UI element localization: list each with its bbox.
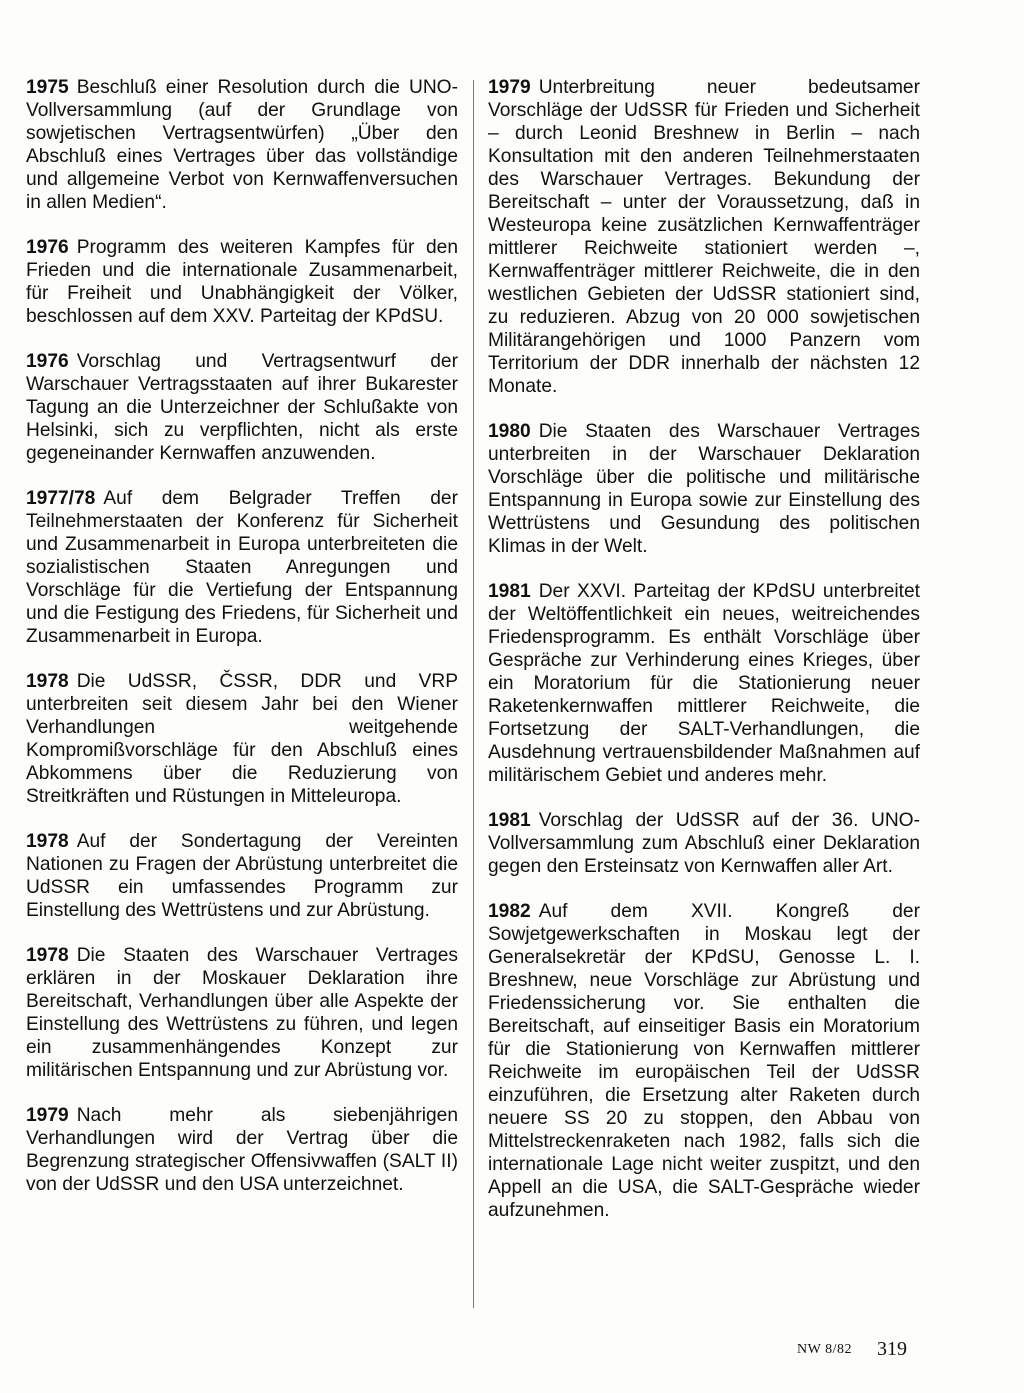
entry-text: Auf dem XVII. Kongreß der Sowjetgewerkschaften in Moskau legt der Generalsekretär der KPdSU, Genosse L. I. Breshnew, neue Vorschläge zur Abrüstung und Friedenssicherung vor. Sie enthalten die Bereitschaft, auf einseitiger Basis ein Moratorium für die Stationierung von Kernwaffen mittlerer Reichweite im europäischen Teil der UdSSR einzuführen, die Ersetzung alter Raketen durch neuere SS 20 zu stoppen, den Abbau von Mittelstreckenraketen nach 1982, falls sich die internationale Lage nicht weiter zuspitzt, und den Appell an die USA, die SALT-Gespräche wieder aufzunehmen. — [488, 901, 920, 1221]
chronology-entry — [488, 420, 920, 558]
entry-text: Programm des weiteren Kampfes für den Frieden und die internationale Zusammenarbeit, für Freiheit und Unabhängigkeit der Völker, beschlossen auf dem XXV. Parteitag der KPdSU. — [26, 237, 458, 327]
entry-year: 1979 — [26, 1105, 69, 1126]
entry-year: 1975 — [26, 77, 69, 98]
entry-year: 1976 — [26, 237, 69, 258]
chronology-entry — [488, 76, 920, 398]
entry-text: Auf dem Belgrader Treffen der Teilnehmerstaaten der Konferenz für Sicherheit und Zusammenarbeit in Europa unterbreiteten die sozialistischen Staaten Anregungen und Vorschläge für die Vertiefung der Entspannung und die Festigung des Friedens, für Sicherheit und Zusammenarbeit in Europa. — [26, 488, 458, 647]
issue-label: NW 8/82 — [797, 1342, 852, 1357]
chronology-entry — [26, 944, 458, 1082]
entry-text: Vorschlag und Vertragsentwurf der Warschauer Vertragsstaaten auf ihrer Bukarester Tagung an die Unterzeichner der Schlußakte von Helsinki, sich zu verpflichten, nicht als erste gegeneinander Kernwaffen anzuwenden. — [26, 351, 458, 464]
entry-year: 1977/78 — [26, 488, 96, 509]
chronology-entry — [26, 236, 458, 328]
entry-text: Die Staaten des Warschauer Vertrages erklären in der Moskauer Deklaration ihre Bereitschaft, Verhandlungen über alle Aspekte der Einstellung des Wettrüstens zu führen, und legen ein zusammenhängendes Konzept zur militärischen Entspannung und zur Abrüstung vor. — [26, 945, 458, 1081]
entry-year: 1976 — [26, 351, 69, 372]
page-number: 319 — [877, 1338, 907, 1360]
entry-text: Auf der Sondertagung der Vereinten Nationen zu Fragen der Abrüstung unterbreitet die UdSSR ein umfassendes Programm zur Einstellung des Wettrüstens und zur Abrüstung. — [26, 831, 458, 921]
entry-text: Unterbreitung neuer bedeutsamer Vorschläge der UdSSR für Frieden und Sicherheit – durch Leonid Breshnew in Berlin – nach Konsultation mit den anderen Teilnehmerstaaten des Warschauer Vertrages. Bekundung der Bereitschaft – unter der Voraussetzung, daß in Westeuropa keine zusätzlichen Kernwaffenträger mittlerer Reichweite stationiert werden –, Kernwaffenträger mittlerer Reichweite, die in den westlichen Gebieten der UdSSR stationiert sind, zu reduzieren. Abzug von 20 000 sowjetischen Militärangehörigen und 1000 Panzern vom Territorium der DDR innerhalb der nächsten 12 Monate. — [488, 77, 920, 397]
entry-year: 1982 — [488, 901, 531, 922]
entry-text: Beschluß einer Resolution durch die UNO-Vollversammlung (auf der Grundlage von sowjetischen Vertragsentwürfen) „Über den Abschluß eines Vertrages über das vollständige und allgemeine Verbot von Kernwaffenversuchen in allen Medien“. — [26, 77, 458, 213]
chronology-entry — [488, 900, 920, 1222]
entry-text: Vorschlag der UdSSR auf der 36. UNO-Vollversammlung zum Abschluß einer Deklaration gegen den Ersteinsatz von Kernwaffen aller Art. — [488, 810, 920, 877]
entry-year: 1979 — [488, 77, 531, 98]
entry-year: 1980 — [488, 421, 531, 442]
entry-text: Der XXVI. Parteitag der KPdSU unterbreitet der Weltöffentlichkeit ein neues, weitreichendes Friedensprogramm. Es enthält Vorschläge über Gespräche zur Verhinderung eines Krieges, über ein Moratorium für die Stationierung neuer Raketenkernwaffen mittlerer Reichweite, die Fortsetzung der SALT-Verhandlungen, die Ausdehnung vertrauensbildender Maßnahmen auf militärischem Gebiet und anderes mehr. — [488, 581, 920, 786]
left-column — [26, 76, 458, 1218]
entry-year: 1978 — [26, 831, 69, 852]
entry-text: Die UdSSR, ČSSR, DDR und VRP unterbreiten seit diesem Jahr bei den Wiener Verhandlungen weitgehende Kompromißvorschläge für den Abschluß eines Abkommens über die Reduzierung von Streitkräften und Rüstungen in Mitteleuropa. — [26, 671, 458, 807]
entry-year: 1981 — [488, 581, 531, 602]
entry-year: 1978 — [26, 945, 69, 966]
right-column — [488, 76, 920, 1244]
page-footer — [0, 1338, 1024, 1368]
entry-year: 1978 — [26, 671, 69, 692]
chronology-entry — [26, 670, 458, 808]
chronology-entry — [488, 809, 920, 878]
chronology-entry — [26, 76, 458, 214]
chronology-entry — [26, 487, 458, 648]
entry-text: Die Staaten des Warschauer Vertrages unterbreiten in der Warschauer Deklaration Vorschläge über die politische und militärische Entspannung in Europa sowie zur Einstellung des Wettrüstens und Gesundung des politischen Klimas in der Welt. — [488, 421, 920, 557]
chronology-entry — [26, 830, 458, 922]
chronology-entry — [488, 580, 920, 787]
column-divider — [473, 80, 474, 1308]
chronology-entry — [26, 1104, 458, 1196]
entry-text: Nach mehr als siebenjährigen Verhandlungen wird der Vertrag über die Begrenzung strategischer Offensivwaffen (SALT II) von der UdSSR und den USA unterzeichnet. — [26, 1105, 458, 1195]
chronology-entry — [26, 350, 458, 465]
entry-year: 1981 — [488, 810, 531, 831]
